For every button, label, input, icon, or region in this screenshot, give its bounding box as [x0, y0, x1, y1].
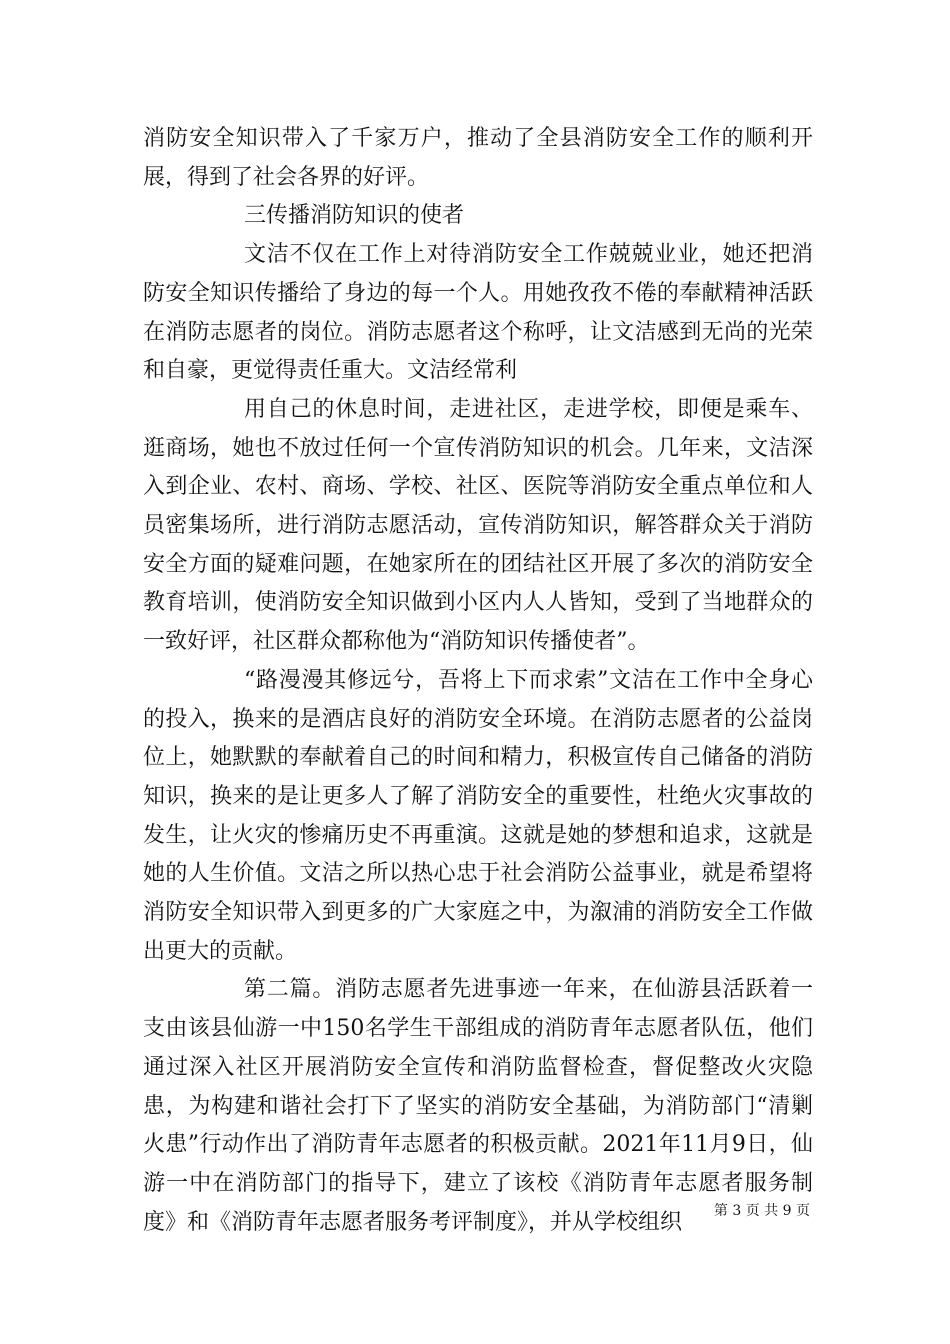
paragraph: 用自己的休息时间，走进社区，走进学校，即便是乘车、逛商场，她也不放过任何一个宣传消防知识的机会。几年来，文洁深入到企业、农村、商场、学校、社区、医院等消防安全重点单位和人员密集场所，进行消防志愿活动，宣传消防知识，解答群众关于消防安全方面的疑难问题，在她家所在的团结社区开展了多次的消防安全教育培训，使消防安全知识做到小区内人人皆知，受到了当地群众的一致好评，社区群众都称他为“消防知识传播使者”。: [143, 396, 813, 655]
paragraph: “路漫漫其修远兮，吾将上下而求索”文洁在工作中全身心的投入，换来的是酒店良好的消防安全环境。在消防志愿者的公益岗位上，她默默的奉献着自己的时间和精力，积极宣传自己储备的消防知识，换来的是让更多人了解了消防安全的重要性，杜绝火灾事故的发生，让火灾的惨痛历史不再重演。这就是她的梦想和追求，这就是她的人生价值。文洁之所以热心忠于社会消防公益事业，就是希望将消防安全知识带入到更多的广大家庭之中，为溆浦的消防安全工作做出更大的贡献。: [143, 667, 813, 964]
page-number-footer: 第 3 页 共 9 页: [713, 1203, 810, 1219]
section-heading: 三传播消防知识的使者: [244, 203, 465, 229]
paragraph: 文洁不仅在工作上对待消防安全工作兢兢业业，她还把消防安全知识传播给了身边的每一个人。用她孜孜不倦的奉献精神活跃在消防志愿者的岗位。消防志愿者这个称呼，让文洁感到无尚的光荣和自豪，更觉得责任重大。文洁经常利: [143, 242, 813, 384]
document-body: [143, 120, 813, 1242]
paragraph-continued: 消防安全知识带入了千家万户，推动了全县消防安全工作的顺利开展，得到了社会各界的好评。: [143, 126, 813, 190]
paragraph: 第二篇。消防志愿者先进事迹一年来，在仙游县活跃着一支由该县仙游一中150名学生干部组成的消防青年志愿者队伍，他们通过深入社区开展消防安全宣传和消防监督检查，督促整改火灾隐患，为构建和谐社会打下了坚实的消防安全基础，为消防部门“清剿火患”行动作出了消防青年志愿者的积极贡献。2021年11月9日，仙游一中在消防部门的指导下，建立了该校《消防青年志愿者服务制度》和《消防青年志愿者服务考评制度》，并从学校组织: [143, 977, 813, 1235]
